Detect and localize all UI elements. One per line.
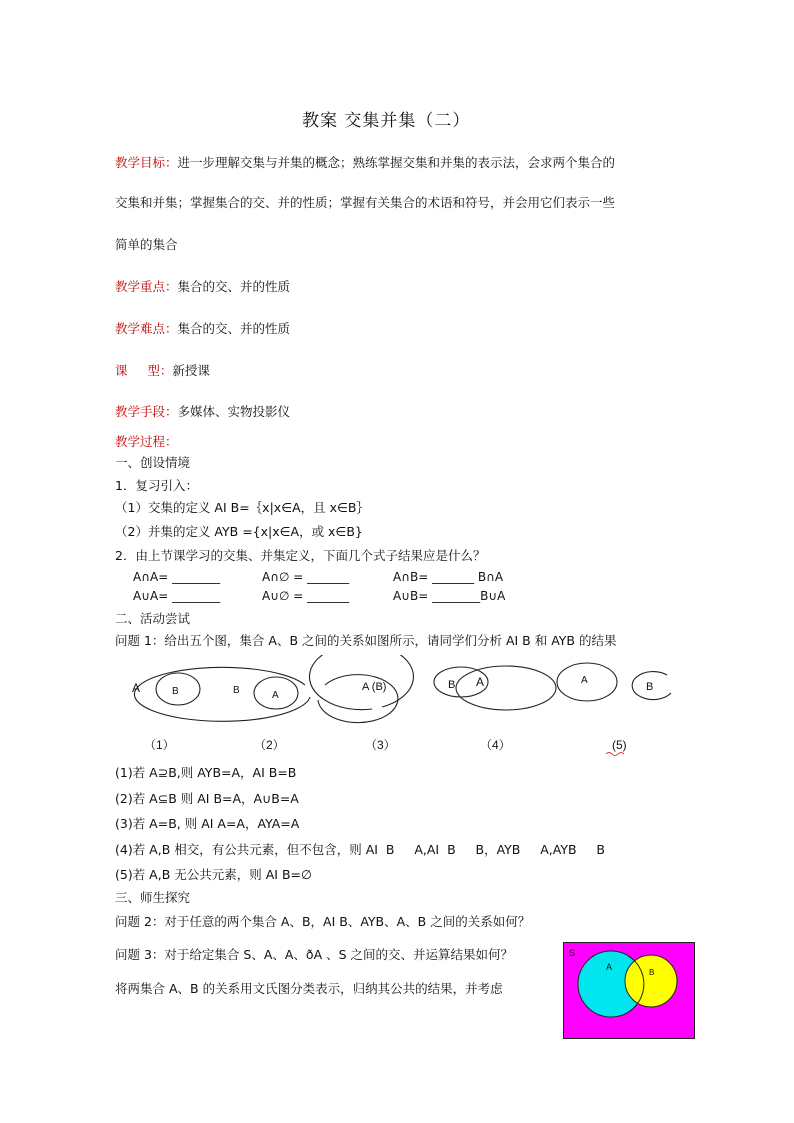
fig3-label: A (B): [362, 681, 387, 693]
union-definition: （2）并集的定义 AYB ={x|x∈A，或 x∈B}: [115, 524, 363, 539]
exercise-row-2-col-2: A∪∅ = _______: [262, 589, 350, 603]
exercise-row-2-col-3: A∪B= ________B∪A: [393, 589, 506, 603]
fig3-caption: （3）: [365, 738, 396, 752]
fig4-label-left: B: [448, 679, 456, 691]
key-point: [115, 277, 290, 295]
venn-label-a: A: [606, 962, 613, 972]
lesson-type: [115, 361, 210, 379]
section3-heading: 三、师生探究: [115, 890, 191, 905]
section2-heading: 二、活动尝试: [115, 611, 191, 626]
question-2: 问题 2：对于任意的两个集合 A、B，AI B、AYB、A、B 之间的关系如何？: [115, 914, 531, 929]
venn-label-s: S: [569, 948, 576, 958]
fig1-label-big: A: [132, 681, 141, 695]
fig4-label-right: A: [476, 675, 485, 689]
goal-line-1: [115, 153, 615, 171]
result-3: (3)若 A=B, 则 AI A=A，AYA=A: [115, 816, 300, 831]
fig5-label-left: A: [581, 675, 588, 686]
section1-heading: 一、创设情境: [115, 455, 191, 470]
exercise-row-2-col-1: A∪A= ________: [133, 589, 221, 603]
exercise-row-1-col-2: A∩∅ = _______: [262, 570, 350, 584]
fig1-caption: （1）: [144, 738, 175, 752]
difficulty: [115, 319, 290, 337]
fig4-ellipse-a: [456, 666, 556, 710]
page-title: 教案 交集并集（二）: [302, 111, 471, 131]
goal-label: 教学目标：: [115, 155, 178, 170]
difficulty-label: 教学难点：: [115, 321, 178, 336]
exercise-item: 2．由上节课学习的交集、并集定义，下面几个式子结果应是什么？: [115, 548, 486, 563]
question-3: 问题 3：对于给定集合 S、A、A、ðA 、S 之间的交、并运算结果如何？: [115, 947, 514, 962]
venn-label-b: B: [649, 968, 655, 977]
fig2-label-small: A: [272, 690, 279, 701]
goal-line-3: 简单的集合: [115, 237, 178, 252]
key-point-text: 集合的交、并的性质: [177, 279, 291, 294]
intersection-definition: （1）交集的定义 AI B=｛x|x∈A，且 x∈B｝: [115, 500, 369, 515]
venn-diagram: [563, 942, 695, 1039]
goal-text-1: 进一步理解交集与并集的概念；熟练掌握交集和并集的表示法，会求两个集合的: [177, 155, 616, 170]
lesson-type-text: 新授课: [172, 363, 210, 378]
difficulty-text: 集合的交、并的性质: [177, 321, 291, 336]
fig1-outer-ellipse: [134, 667, 310, 721]
process-label: 教学过程：: [115, 434, 178, 449]
set-relation-figures: [110, 655, 680, 760]
fig5-caption: (5): [612, 738, 627, 752]
fig2-caption: （2）: [254, 738, 285, 752]
result-4: (4)若 A,B 相交，有公共元素，但不包含，则 AI B A,AI B B，AYB A,AYB B: [115, 842, 605, 857]
key-point-label: 教学重点：: [115, 279, 178, 294]
fig2-label-big: B: [233, 685, 240, 696]
result-5: (5)若 A,B 无公共元素，则 AI B=∅: [115, 867, 312, 882]
exercise-row-1-col-1: A∩A= ________: [133, 570, 221, 584]
goal-line-2: 交集和并集；掌握集合的交、并的性质；掌握有关集合的术语和符号，并会用它们表示一些: [115, 195, 616, 210]
lesson-type-label: 课 型：: [115, 363, 173, 378]
fig1-label-small: B: [172, 686, 179, 697]
teaching-means: [115, 402, 290, 420]
question-1: 问题 1：给出五个图，集合 A、B 之间的关系如图所示，请同学们分析 AI B 和 AYB 的结果: [115, 633, 617, 648]
venn-explanation: 将两集合 A、B 的关系用文氏图分类表示，归纳其公共的结果，并考虑: [115, 981, 503, 996]
fig5-label-right: B: [646, 681, 654, 693]
result-1: (1)若 A⊇B,则 AYB=A，AI B=B: [115, 765, 297, 780]
fig4-caption: （4）: [480, 738, 511, 752]
venn-set-b: [625, 955, 677, 1007]
means-label: 教学手段：: [115, 404, 178, 419]
spellcheck-underline: [606, 753, 624, 756]
review-item: 1．复习引入：: [115, 478, 198, 493]
means-text: 多媒体、实物投影仪: [177, 404, 291, 419]
exercise-row-1-col-3: A∩B= _______ B∩A: [393, 570, 504, 584]
result-2: (2)若 A⊆B 则 AI B=A，A∪B=A: [115, 791, 299, 806]
